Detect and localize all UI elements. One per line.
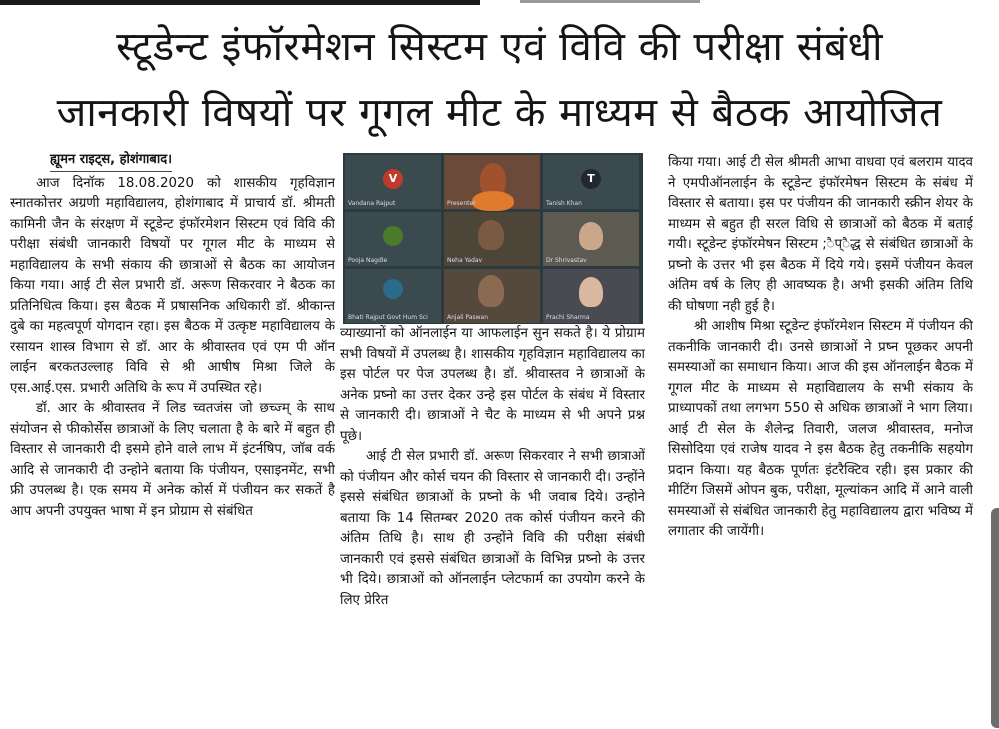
person-figure: [472, 191, 514, 211]
avatar: V: [383, 169, 403, 189]
participant-tile: [444, 155, 540, 209]
participant-name: Prachi Sharma: [546, 314, 590, 321]
article-column-3: [668, 153, 973, 543]
top-rule: [0, 0, 480, 5]
headline: [0, 14, 999, 146]
participant-name: Pooja Nagdle: [348, 257, 388, 264]
article-column-1: [10, 150, 335, 522]
participant-tile: [345, 212, 441, 266]
meeting-photo: [343, 153, 643, 324]
person-figure: [579, 277, 603, 307]
person-figure: [478, 220, 504, 250]
participant-name: Presenter: [447, 200, 476, 207]
person-figure: [478, 275, 504, 307]
page-edge-shadow: [991, 508, 999, 728]
participant-tile: [543, 269, 639, 323]
participant-name: Neha Yadav: [447, 257, 483, 264]
paragraph: किया गया। आई टी सेल श्रीमती आभा वाधवा एवं बलराम यादव ने एमपीऑनलाईन के स्टूडेन्ट इंफॉरमेषन सिस्टम के संबंध में विस्तार से बताया। इस पर पंजीयन की जानकारी स्क्रीन शेयर के माध्यम से बहुत ही सरल विधि से छात्राओं को बैठक में बताई गयी। स्टूडेन्ट इंफॉरमेषन सिस्टम ;ैप्ैद्ध से संबंधित छात्राओं के प्रष्नो के उत्तर भी इस बैठक में दिये गये। इसमें पंजीयन केवल अंतिम वर्ष के लिए ही आवष्यक है। अभी इसकी अंतिम तिथि की घोषणा नही हुई है।: [668, 155, 973, 314]
participant-name: Bhati Rajput Govt Hum Sci: [348, 314, 428, 321]
participant-tile: [444, 269, 540, 323]
participant-tile: [543, 155, 639, 209]
participant-name: Tanish Khan: [546, 200, 582, 207]
paragraph: श्री आशीष मिश्रा स्टूडेन्ट इंफॉरमेशन सिस्टम में पंजीयन की तकनीकि जानकारी दी। उनसे छात्राओं ने प्रष्न पूछकर अपनी समस्याओं का समाधान किया। आज की इस ऑनलाईन बैठक में गूगल मीट के माध्यम से महाविद्यालय के सभी संकाय के प्राध्यापकों तथा लगभग 550 से अधिक छात्राओं ने भाग लिया। आई टी सेल के शैलेन्द्र तिवारी, जलज श्रीवास्तव, मनोज सिसोदिया एवं राजेष यादव ने इस बैठक हेतु तकनीकि सहयोग प्रदान किया। यह बैठक पूर्णतः इंटरैक्टिव रही। इस प्रकार की मीटिंग जिसमें ओपन बुक, परीक्षा, मूल्यांकन आदि में आने वाली समस्याओं से संबंधित जानकारी हेतु महाविद्यालय द्वारा भविष्य में लगातार की जायेंगी।: [668, 319, 973, 539]
person-figure: [579, 222, 603, 250]
paragraph: आई टी सेल प्रभारी डॉ. अरूण सिकरवार ने सभी छात्राओं को पंजीयन और कोर्स चयन की विस्तार से जानकारी दी। उन्होंने इससे संबंधित छात्राओं के प्रष्नो के भी जवाब दिये। उन्होने बताया कि 14 सितम्बर 2020 तक कोर्स पंजीयन करने की अंतिम तिथि है। साथ ही उन्होंने विवि की परीक्षा संबंधी जानकारी एवं इससे संबंधित छात्राओं के विभिन्न प्रष्नो के उत्तर भी दिये। छात्राओं को ऑनलाईन प्लेटफार्म का उपयोग करने के लिए प्रेरित: [340, 449, 645, 608]
headline-line-1: स्टूडेन्ट इंफॉरमेशन सिस्टम एवं विवि की परीक्षा संबंधी: [116, 24, 883, 70]
byline: ह्यूमन राइट्स, होशंगाबाद।: [50, 150, 172, 172]
participant-tile: [444, 212, 540, 266]
participant-tile: [345, 155, 441, 209]
top-rule-secondary: [520, 0, 700, 3]
participant-tile: [345, 269, 441, 323]
participant-name: Dr Shrivastav: [546, 257, 587, 264]
avatar: [383, 279, 403, 299]
headline-line-2: जानकारी विषयों पर गूगल मीट के माध्यम से बैठक आयोजित: [56, 90, 943, 136]
participant-name: Vandana Rajput: [348, 200, 396, 207]
paragraph: व्याख्यानों को ऑनलाईन या आफलाईन सुन सकते है। ये प्रोग्राम सभी विषयों में उपलब्ध है। शासकीय गृहविज्ञान महाविद्यालय का इस पोर्टल पर पेज उपलब्ध है। डॉ. श्रीवास्तव ने छात्राओं के अनेक प्रष्नो का उत्तर देकर उन्हे इस पोर्टल के संबंध में विस्तार से जानकारी दी। छात्राओं ने चैट के माध्यम से भी अपने प्रश्न पूछे।: [340, 326, 645, 444]
participant-name: Anjali Paswan: [447, 314, 489, 321]
article-column-2: [340, 324, 645, 611]
participant-tile: [543, 212, 639, 266]
avatar: T: [581, 169, 601, 189]
avatar: [383, 226, 403, 246]
paragraph: आज दिनॉक 18.08.2020 को शासकीय गृहविज्ञान स्नातकोत्तर अग्रणी महाविद्यालय, होशंगाबाद में प्राचार्य डॉ. श्रीमती कामिनी जैन के संरक्षण में स्टूडेन्ट इंफॉरमेशन सिस्टम एवं विवि की परीक्षा संबंधी जानकारी विषयों पर गूगल मीट के माध्यम से महाविद्यालय के सभी संकाय की छात्राओं से बैठक का आयोजन किया गया। आई टी सेल प्रभारी डॉ. अरूण सिकरवार ने बैठक का प्रतिनिधित्व किया। इस बैठक में प्रषासनिक अधिकारी डॉ. श्रीकान्त दुबे का महत्वपूर्ण योगदान रहा। इस बैठक में उत्कृष्ट महाविद्यालय के रसायन शास्त्र विभाग से डॉ. आर के श्रीवास्तव एवं एम पी ऑन लाईन बरकतउल्लाह विवि से श्री आषीष मिश्रा जिले के एस.आई.एस. प्रभारी अतिथि के रूप में उपस्थित रहे।: [10, 175, 335, 396]
paragraph: डॉ. आर के श्रीवास्तव नें लिड च्वतजंस जो छच्ज्म् के साथ संयोजन से फीकोर्सेस छात्राओं के लिए चलाता है के बारे में बहुत ही विस्तार से जानकारी दी इसमे होने वाले लाभ में इंटर्नषिप, जॉब वर्क आदि से जानकारी दी उन्होने बताया कि पंजीयन, एसाइनमेंट, सभी फ्री उपलब्ध है। एक समय में अनेक कोर्स में पंजीयन कर सकतें है आप अपनी उपयुक्त भाषा में इन प्रोग्राम से संबंधित: [10, 401, 335, 519]
